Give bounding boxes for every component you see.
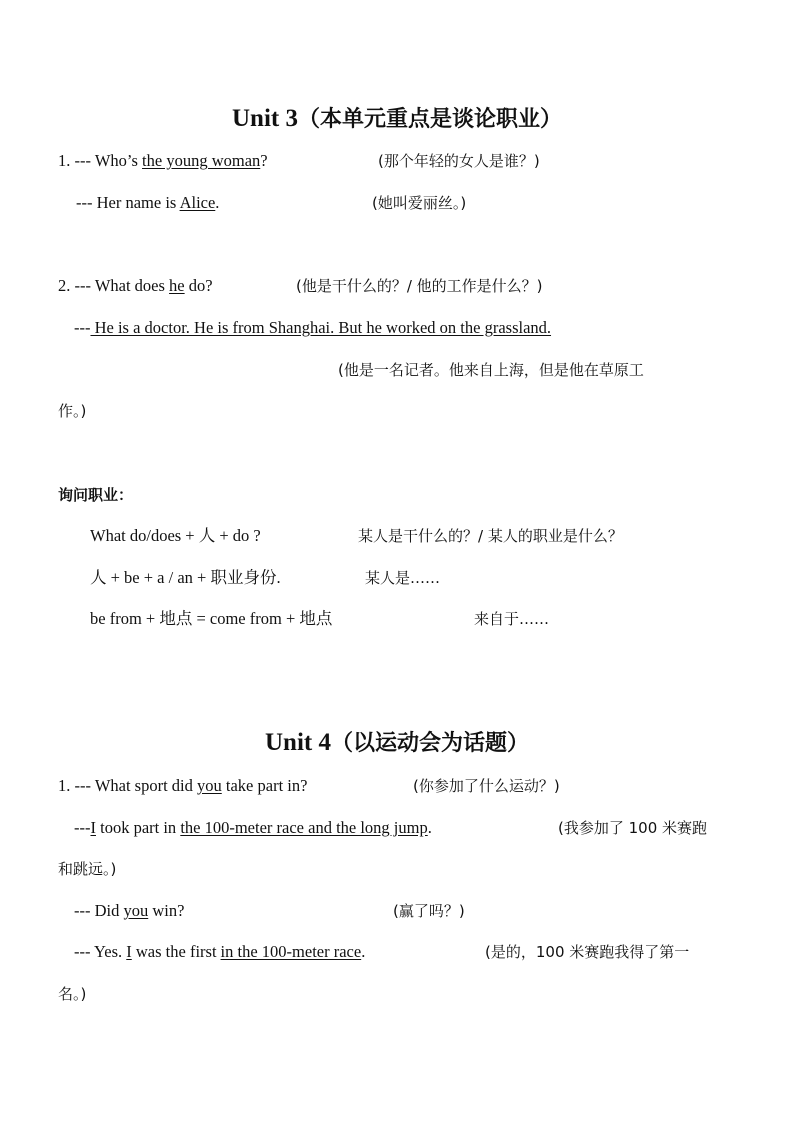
unit3-title-text: Unit 3 [232, 105, 298, 132]
unit4-title-note: （以运动会为话题） [330, 731, 529, 756]
ask-job-pattern-2-meaning: 某人是…… [365, 569, 441, 587]
unit4-q1 [58, 775, 307, 797]
dash: --- [74, 818, 91, 837]
underlined-text: in the 100-meter race [220, 942, 362, 961]
text: take part in? [225, 776, 308, 795]
unit3-title-note: （本单元重点是谈论职业） [297, 107, 562, 132]
dash: --- [74, 151, 91, 170]
underlined-text: I [126, 942, 132, 961]
text: took part in [100, 818, 177, 837]
ask-job-pattern-3-meaning: 来自于…… [474, 610, 550, 628]
unit4-q2-translation: (赢了吗？) [393, 902, 465, 920]
unit3-q1-translation: (那个年轻的女人是谁？) [378, 152, 540, 170]
text: was the first [135, 942, 217, 961]
ask-job-heading: 询问职业： [58, 486, 134, 504]
ask-job-pattern-1-meaning: 某人是干什么的？/ 某人的职业是什么？ [358, 527, 623, 545]
unit3-a1-translation: (她叫爱丽丝。) [372, 194, 467, 212]
unit4-a2-translation-line2: 名。) [58, 985, 87, 1003]
underlined-text: I [90, 818, 96, 837]
unit3-a1 [76, 192, 219, 214]
dash: --- [74, 276, 91, 295]
unit3-a2-translation-line1: (他是一名记者。他来自上海，但是他在草原工 [338, 361, 644, 379]
unit3-q2-translation: (他是干什么的？/ 他的工作是什么？) [296, 277, 543, 295]
underlined-text: you [197, 776, 222, 795]
unit4-title-text: Unit 4 [265, 729, 331, 756]
item-number: 1. [58, 151, 71, 170]
text: Who’s [94, 151, 138, 170]
unit3-a2 [74, 317, 551, 339]
unit4-a1 [74, 817, 432, 839]
item-number: 2. [58, 276, 71, 295]
underlined-text: the young woman [142, 151, 261, 170]
unit4-a2-translation-line1: (是的，100 米赛跑我得了第一 [485, 943, 690, 961]
text: What sport did [94, 776, 193, 795]
text: . [361, 942, 366, 961]
underlined-text: the 100-meter race and the long jump [180, 818, 428, 837]
text: . [427, 818, 432, 837]
ask-job-pattern-3: be from + 地点 = come from + 地点 [90, 609, 333, 628]
underlined-text: he [169, 276, 185, 295]
text: . [215, 193, 220, 212]
dash: --- [74, 318, 91, 337]
unit4-q2 [74, 900, 184, 922]
text: ? [260, 151, 268, 170]
unit3-q2 [58, 275, 213, 297]
ask-job-pattern-2: 人 + be + a / an + 职业身份. [90, 568, 281, 587]
text: Did [94, 901, 120, 920]
dash: --- [76, 193, 93, 212]
unit4-a1-translation-line1: (我参加了 100 米赛跑 [558, 819, 708, 837]
text: do? [188, 276, 213, 295]
unit3-title [0, 104, 794, 135]
text: What does [94, 276, 165, 295]
text: win? [152, 901, 185, 920]
underlined-text: He is a doctor. He is from Shanghai. But he worked on the grassland. [90, 318, 552, 337]
unit3-q1 [58, 150, 268, 172]
text: Yes. [94, 942, 123, 961]
unit4-a1-translation-line2: 和跳远。) [58, 860, 117, 878]
underlined-text: you [123, 901, 149, 920]
item-number: 1. [58, 776, 71, 795]
dash: --- [74, 942, 91, 961]
dash: --- [74, 776, 91, 795]
unit4-a2 [74, 941, 365, 963]
unit4-q1-translation: (你参加了什么运动？) [413, 777, 560, 795]
unit3-a2-translation-line2: 作。) [58, 402, 87, 420]
dash: --- [74, 901, 91, 920]
ask-job-pattern-1: What do/does + 人 + do ? [90, 526, 261, 545]
text: Her name is [96, 193, 177, 212]
underlined-text: Alice [179, 193, 216, 212]
unit4-title [0, 728, 794, 759]
